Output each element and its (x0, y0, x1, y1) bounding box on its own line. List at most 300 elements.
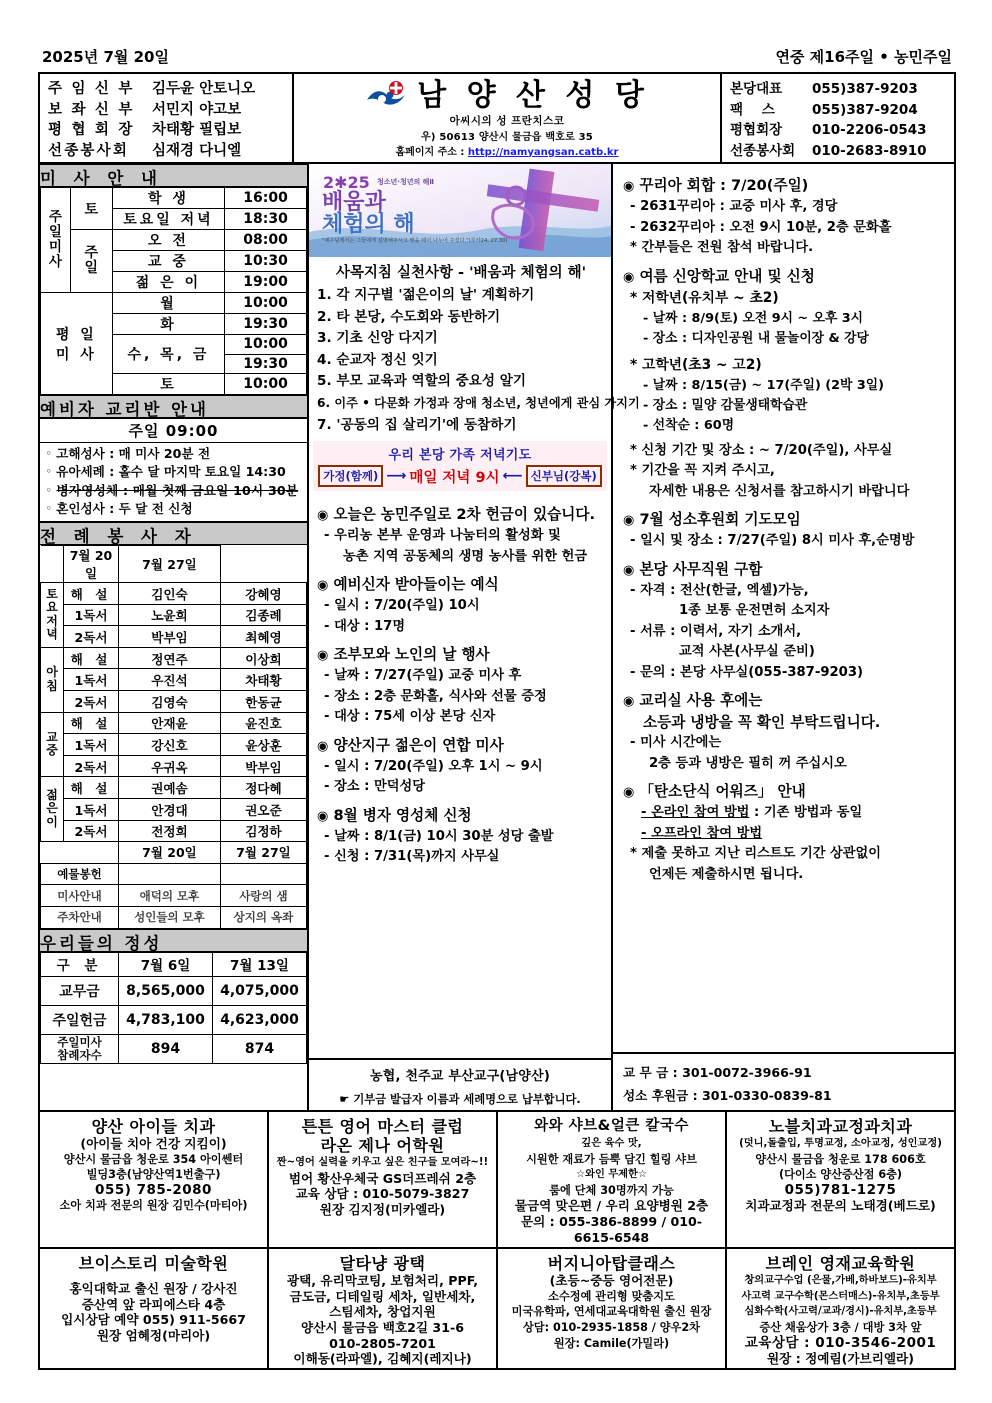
server-name: 김정하 (220, 820, 306, 842)
sacrament-notes (40, 443, 307, 522)
servers-table (40, 545, 307, 929)
ad-line: (아이들 치아 건강 지킴이) (80, 1136, 227, 1151)
ad-line: (덧니,돌출입, 투명교정, 소아교정, 성인교정) (739, 1138, 942, 1149)
announcement-line: - 선착순 : 60명 (643, 417, 735, 433)
dateline (38, 46, 956, 72)
server-name: 우귀옥 (119, 755, 221, 777)
server-role: 1독서 (64, 604, 119, 626)
extra-value: 상지의 옥좌 (220, 906, 306, 928)
pastoral-item: 2. 타 본당, 수도회와 동반하기 (317, 308, 501, 325)
summer-school-group-heading: * 저학년(유치부 ~ 초2) (630, 289, 779, 306)
announcement-line: - 날짜 : 8/9(토) 오전 9시 ~ 오후 3시 (643, 310, 864, 326)
ad-line: 스팀세차, 창업지원 (329, 1304, 436, 1320)
table-row (41, 842, 307, 864)
homepage-line (396, 143, 619, 158)
ad-line: 금도금, 디테일링 세차, 일반세차, (289, 1288, 476, 1304)
church-address: 우) 50613 양산시 물금읍 백호로 35 (421, 131, 593, 143)
middle-column (309, 164, 640, 1110)
table-row (41, 1005, 307, 1034)
mass-day: 토 (70, 188, 112, 230)
server-role: 2독서 (64, 820, 119, 842)
announcement-line: - 장소 : 2층 문화홀, 식사와 선물 증정 (324, 688, 547, 704)
server-name: 정연주 (119, 647, 221, 669)
server-name: 권예솜 (119, 777, 221, 799)
ad-title: 버지니아탑클래스 (547, 1254, 676, 1274)
server-role: 1독서 (64, 734, 119, 756)
account-line: 교 무 금 : 301-0072-3966-91 (623, 1065, 812, 1080)
server-name: 우진석 (119, 669, 221, 691)
mass-schedule-title: 미 사 안 내 (40, 164, 307, 187)
ads-row-1 (40, 1112, 954, 1249)
ad-line: 홍익대학교 출신 원장 / 강사진 (69, 1281, 238, 1297)
announcement-line: - 2632꾸리아 : 오전 9시 10분, 2층 문화홀 (630, 219, 892, 235)
server-role: 2독서 (64, 755, 119, 777)
announcement-line: - 2631꾸리아 : 교중 미사 후, 경당 (630, 199, 838, 214)
ad-line: (다이소 양산증산점 6층) (778, 1168, 903, 1182)
server-role: 2독서 (64, 690, 119, 712)
prayer-title: 우리 본당 가족 저녁기도 (388, 448, 532, 464)
svg-text:"예수님께서는 그들에게 설명해주시고 빵을 떼어 나누어: "예수님께서는 그들에게 설명해주시고 빵을 떼어 나누어 주셨다."(루카24, 27.30) (322, 238, 508, 244)
table-row (41, 906, 307, 928)
ad-phone: 문의 : 055-386-8899 / 010-6615-6548 (520, 1213, 703, 1245)
announcement-line: - 신청 : 7/31(목)까지 사무실 (324, 849, 500, 865)
bullet-circle-icon: ◉ (317, 808, 329, 824)
announcement (317, 574, 605, 637)
announcement-line: - 미사 시간에는 (630, 735, 722, 750)
server-name: 최혜영 (220, 626, 306, 648)
prayer-left-chip: 가정(함께) (318, 465, 383, 487)
mass-name: 오 전 (112, 230, 224, 251)
contact-list (722, 74, 954, 162)
mass-name: 화 (112, 314, 224, 335)
offering-value: 4,783,100 (119, 1005, 213, 1034)
server-role: 2독서 (64, 626, 119, 648)
pastoral-item: 6. 이주 • 다문화 가정과 장애 청소년, 청년에게 관심 가지기 (317, 395, 640, 410)
mass-name: 월 (112, 293, 224, 314)
catechumen-time: 주일 09:00 (40, 418, 307, 443)
offering-value: 4,623,000 (213, 1005, 307, 1034)
extra-role: 주차안내 (41, 906, 119, 928)
announcement (317, 735, 605, 798)
announcement-line: - 자격 : 전산(한글, 엑셀)가능, (630, 582, 809, 598)
mass-name: 토 (112, 374, 224, 395)
mass-name: 학 생 (112, 188, 224, 209)
announcement-heading: ◉ 오늘은 농민주일로 2차 헌금이 있습니다. (317, 506, 596, 524)
mass-day: 주 일 (70, 230, 112, 293)
extra-role: 예물봉헌 (41, 863, 119, 885)
staff-row (48, 141, 286, 162)
mass-time: 16:00 (225, 188, 307, 209)
offering-col-date-1: 7월 6일 (119, 952, 213, 976)
note-item: ◦ 고해성사 : 매 미사 20분 전 (46, 446, 211, 462)
account-line: 성소 후원금 : 301-0330-0839-81 (623, 1088, 832, 1103)
announcement-heading: ◉ 7월 성소후원회 기도모임 (623, 511, 801, 528)
ad-line: 심화수학(사고력/교과/경시)-유치부,초등부 (744, 1306, 937, 1318)
contact-label: 본당대표 (730, 81, 783, 97)
staff-name: 심재경 다니엘 (152, 142, 242, 159)
announcement-heading: ◉ 여름 신앙학교 안내 및 신청 (623, 267, 815, 285)
announcement-note: 자세한 내용은 신청서를 참고하시기 바랍니다 (649, 483, 910, 499)
table-row (41, 885, 307, 907)
pastoral-item: 3. 기초 신앙 다지기 (317, 330, 438, 347)
servers-extra-date-1: 7월 20일 (119, 842, 221, 864)
mass-group-weekday: 평 일 미 사 (41, 293, 113, 395)
pastoral-item: 5. 부모 교육과 역할의 중요성 알기 (317, 373, 526, 390)
account-numbers (613, 1052, 954, 1110)
offering-label: 교무금 (41, 976, 119, 1005)
mass-time: 19:00 (225, 272, 307, 293)
mass-time: 10:30 (225, 251, 307, 272)
prayer-time: 매일 저녁 9시 (409, 469, 500, 486)
mass-time: 10:00 (225, 335, 307, 355)
contact-value: 055)387-9203 (812, 81, 918, 97)
table-row (41, 976, 307, 1005)
server-role: 해 설 (64, 712, 119, 734)
bullet-circle-icon: ◉ (317, 578, 329, 594)
announcement-line: 2층 등과 냉방은 필히 꺼 주십시오 (649, 755, 847, 771)
contact-row (730, 141, 950, 162)
ad-title: 노블치과교정과치과 (768, 1117, 913, 1136)
announcement-line: 농촌 지역 공동체의 생명 농사를 위한 헌금 (343, 548, 588, 564)
server-name: 전정희 (119, 820, 221, 842)
server-name: 이상희 (220, 647, 306, 669)
server-name: 노윤희 (119, 604, 221, 626)
server-name: 김인숙 (119, 583, 221, 605)
server-name: 윤상훈 (220, 734, 306, 756)
main-body (38, 164, 956, 1112)
mass-time: 19:30 (225, 314, 307, 335)
offering-label: 주일미사 참례자수 (41, 1034, 119, 1063)
bullet-circle-icon: ◉ (623, 269, 635, 285)
mass-time: 19:30 (225, 354, 307, 374)
ad-phone: 교육 상담 : 010-5079-3827 (295, 1186, 470, 1202)
server-name: 강혜영 (220, 583, 306, 605)
announcement-line: - 대상 : 17명 (324, 618, 406, 634)
contact-value: 010-2683-8910 (812, 142, 927, 159)
ad-card[interactable] (40, 1249, 269, 1369)
pastoral-item: 7. '공동의 집 살리기'에 동참하기 (317, 416, 517, 433)
extra-value: 애덕의 모후 (119, 885, 221, 907)
server-role: 1독서 (64, 798, 119, 820)
table-row (41, 712, 307, 734)
bank-account-name: 농협, 천주교 부산교구(남양산) (370, 1069, 550, 1084)
contact-value: 010-2206-0543 (812, 122, 927, 138)
ad-line: 광택, 유리막코팅, 보험처리, PPF, (286, 1273, 479, 1289)
bulletin-date: 2025년 7월 20일 (42, 48, 169, 66)
ad-title: 와와 샤브&얼큰 칼국수 (534, 1118, 689, 1134)
ad-phone: 010-2805-7201 (329, 1335, 436, 1351)
table-row (41, 755, 307, 777)
server-name: 윤진호 (220, 712, 306, 734)
right-column (613, 164, 954, 1110)
pastoral-item: 1. 각 지구별 '젊은이의 날' 계획하기 (317, 287, 535, 303)
ad-card[interactable] (40, 1112, 269, 1247)
header-block (38, 72, 956, 164)
offering-col-date-2: 7월 13일 (213, 952, 307, 976)
offering-value: 4,075,000 (213, 976, 307, 1005)
ad-line: 양산시 물금읍 백호2길 31-6 (301, 1319, 464, 1335)
summer-school-group-heading: * 고학년(초3 ~ 고2) (630, 356, 762, 373)
ad-phone: 교육상담 : 010-3546-2001 (744, 1334, 937, 1351)
pastoral-items (317, 285, 640, 436)
server-role: 해 설 (64, 647, 119, 669)
note-item: ◦ 유아세례 : 홀수 달 마지막 토요일 14:30 (46, 464, 286, 480)
announcement-heading: ◉ 양산지구 젊은이 연합 미사 (317, 736, 504, 754)
church-name: 남 양 산 성 당 (417, 77, 649, 113)
announcement-heading: ◉ 교리실 사용 후에는 (623, 692, 763, 709)
bullet-circle-icon: ◉ (623, 179, 635, 194)
table-row (41, 583, 307, 605)
announcement-line: - 날짜 : 7/27(주일) 교중 미사 후 (324, 668, 522, 684)
table-row (41, 188, 307, 209)
left-column (40, 164, 309, 1110)
announcement-line: 교적 사본(사무실 준비) (679, 644, 815, 659)
contact-label: 선종봉사회 (730, 142, 796, 159)
table-row (41, 604, 307, 626)
ad-line: 이해동(라파엘), 김혜지(레지나) (293, 1351, 472, 1367)
ad-line: 소수정예 관리형 맞춤지도 (548, 1289, 675, 1303)
ad-title: 튼튼 영어 마스터 클럽 (301, 1117, 464, 1136)
pastoral-item: 4. 순교자 정신 잇기 (317, 351, 438, 368)
announcement (623, 509, 948, 552)
pastoral-section (309, 257, 640, 436)
announcement-line: - 대상 : 75세 이상 본당 신자 (324, 709, 496, 725)
ad-phone: 055) 785-2080 (95, 1181, 212, 1198)
ad-line: ☆와인 무제한☆ (575, 1169, 648, 1181)
staff-role: 주 임 신 부 (48, 81, 135, 97)
ad-line: 치과교정과 전문의 노태경(베드로) (745, 1198, 936, 1214)
ad-line: (초등~중등 영어전문) (549, 1273, 674, 1289)
summer-school-announcement (623, 266, 948, 503)
announcement-line: - 오프라인 참여 방법 (641, 825, 763, 841)
mass-time: 10:00 (225, 293, 307, 314)
ad-line: 룸에 단체 30명까지 가능 (549, 1183, 674, 1197)
extra-value: 성인들의 모후 (119, 906, 221, 928)
church-logo-icon (365, 81, 409, 111)
job-announcement (623, 559, 948, 684)
svg-text:2✱25: 2✱25 (323, 173, 370, 192)
announcement-heading: ◉ 예비신자 받아들이는 예식 (317, 576, 499, 594)
mass-name: 젊 은 이 (112, 272, 224, 293)
staff-role: 평 협 회 장 (48, 122, 135, 138)
announcement-heading: ◉ 꾸리아 회합 : 7/20(주일) (623, 177, 809, 194)
year-theme-banner (309, 164, 611, 257)
announcement-line: - 일시 : 7/20(주일) 오후 1시 ~ 9시 (324, 758, 543, 774)
right-announcements (613, 164, 954, 885)
ad-line: 증산 채움상가 3층 / 대방 3차 앞 (759, 1320, 922, 1334)
bank-note: ☛ 기부금 발급자 이름과 세례명으로 납부합니다. (339, 1093, 581, 1106)
mass-group-sunday: 주 일 미 사 (41, 188, 71, 293)
announcement-heading: ◉ 8월 병자 영성체 신청 (317, 806, 472, 824)
servers-title: 전 례 봉 사 자 (40, 522, 307, 545)
announcement-line: - 날짜 : 8/15(금) ~ 17(주일) (2박 3일) (643, 377, 884, 393)
contact-row (730, 100, 950, 121)
bullet-circle-icon: ◉ (623, 785, 635, 800)
extra-value (119, 863, 221, 885)
extra-value (220, 863, 306, 885)
ad-title-2: 라온 제나 어학원 (320, 1136, 445, 1155)
arrow-right-icon: ⟶ (386, 468, 407, 485)
evening-prayer-box (313, 441, 607, 491)
announcement-line: - 온라인 참여 방법 : 기존 방법과 동일 (641, 805, 863, 820)
ad-line: 원장: Camile(가밀라) (553, 1336, 670, 1350)
ad-line: 물금역 맞은편 / 우리 요양병원 2층 (514, 1198, 709, 1214)
ad-card[interactable] (269, 1249, 498, 1369)
bank-info (309, 1058, 611, 1110)
staff-name: 차태황 필립보 (152, 122, 242, 138)
ad-line: 증산역 앞 라피에스타 4층 (81, 1296, 226, 1312)
servers-group-main: 교 중 (41, 712, 64, 777)
ad-card[interactable] (498, 1112, 727, 1247)
staff-role: 선종봉사회 (48, 142, 130, 159)
staff-name: 김두윤 안토니오 (152, 81, 256, 97)
ad-line: 소아 치과 전문의 원장 김민수(마티아) (59, 1199, 248, 1213)
church-identity (294, 74, 722, 162)
server-name: 박부임 (220, 755, 306, 777)
server-role: 1독서 (64, 669, 119, 691)
server-role: 해 설 (64, 583, 119, 605)
ad-line: 범어 황산우체국 GS더프레쉬 2층 (288, 1170, 477, 1186)
ad-line: 원장 : 정예림(가브리엘라) (767, 1351, 914, 1367)
server-name: 안경대 (119, 798, 221, 820)
offering-value: 8,565,000 (119, 976, 213, 1005)
mid-announcements (309, 495, 611, 868)
announcement-heading: ◉ 조부모와 노인의 날 행사 (317, 646, 490, 664)
announcement-note: * 기간을 꼭 지켜 주시고, (630, 463, 775, 478)
ads-row-2 (40, 1249, 954, 1369)
bullet-circle-icon: ◉ (317, 508, 329, 524)
server-name: 김영숙 (119, 690, 221, 712)
table-row (41, 734, 307, 756)
announcement-line: - 날짜 : 8/1(금) 10시 30분 성당 출발 (324, 828, 554, 844)
ad-title: 브이스토리 미술학원 (78, 1254, 229, 1274)
staff-name: 서민지 야고보 (152, 101, 242, 118)
ad-title: 브레인 영재교육학원 (765, 1254, 916, 1274)
ad-line: 짠~영어 실력을 키우고 싶은 친구들 모여라~!! (276, 1157, 489, 1168)
servers-date-2: 7월 27일 (119, 546, 221, 583)
ad-line: 사고력 교구수학(몬스터매스)-유치부,초등부 (741, 1290, 940, 1302)
bullet-circle-icon: ◉ (317, 648, 329, 664)
server-name: 정다혜 (220, 777, 306, 799)
staff-list (40, 74, 294, 162)
ad-line: 시원한 재료가 듬뿍 담긴 힐링 샤브 (526, 1152, 697, 1166)
staff-row (48, 120, 286, 141)
liturgical-day: 연중 제16주일 • 농민주일 (775, 48, 952, 66)
note-item: ◦ 병자영성체 : 매월 첫째 금요일 10시 30분 (46, 482, 299, 498)
announcement-line: - 일시 및 장소 : 7/27(주일) 8시 미사 후,순명방 (630, 533, 915, 548)
ad-title: 달타냥 광택 (339, 1254, 426, 1274)
ad-card[interactable] (269, 1112, 498, 1247)
announcement-note: 언제든 제출하시면 됩니다. (649, 866, 804, 882)
mass-name: 수, 목, 금 (112, 335, 224, 374)
homepage-link[interactable]: http://namyangsan.catb.kr (467, 146, 619, 158)
ad-line: 양산시 물금읍 청운로 178 606호 (755, 1152, 926, 1166)
table-row (41, 647, 307, 669)
table-row (41, 626, 307, 648)
mass-name: 교 중 (112, 251, 224, 272)
table-row (41, 546, 307, 583)
server-name: 김종례 (220, 604, 306, 626)
servers-group-youth: 젊 은 이 (41, 777, 64, 842)
table-row (41, 777, 307, 799)
ad-line: 깊은 육수 맛, (581, 1138, 642, 1149)
offering-table (40, 952, 307, 1064)
contact-label: 평협회장 (730, 122, 783, 138)
announcement-line: - 장소 : 디자인공원 내 물놀이장 & 강당 (643, 330, 869, 346)
ad-card[interactable] (727, 1249, 954, 1369)
announcement (317, 644, 605, 728)
arrow-left-icon: ⟵ (502, 468, 523, 485)
offering-title: 우리들의 정성 (40, 929, 307, 952)
contact-label: 팩 스 (730, 101, 782, 118)
table-row (41, 230, 307, 251)
table-row (41, 1034, 307, 1063)
announcement-line: - 우리농 본부 운영과 나눔터의 활성화 및 (324, 528, 561, 544)
announcement (317, 504, 605, 567)
table-row (41, 293, 307, 314)
announcement-heading-2: 소등과 냉방을 꼭 확인 부탁드립니다. (643, 714, 881, 731)
contact-value: 055)387-9204 (812, 101, 918, 118)
servers-extra-date-2: 7월 27일 (220, 842, 306, 864)
table-row (41, 690, 307, 712)
ad-phone: 상담: 010-2935-1858 / 양우2차 (523, 1320, 700, 1334)
mass-time: 10:00 (225, 374, 307, 395)
server-name: 한동균 (220, 690, 306, 712)
table-row (41, 820, 307, 842)
server-name: 권오준 (220, 798, 306, 820)
ad-line: 원장 엄혜정(마리아) (96, 1327, 211, 1343)
announcement-heading: ◉ 본당 사무직원 구함 (623, 560, 763, 578)
ad-line: 양산시 물금읍 청운로 354 아이쎈터 (63, 1152, 244, 1166)
announcement-note: * 제출 못하고 지난 리스트도 기간 상관없이 (630, 846, 882, 861)
table-row (41, 798, 307, 820)
ad-phone: 055)781-1275 (784, 1181, 897, 1198)
staff-row (48, 79, 286, 100)
extra-role: 미사안내 (41, 885, 119, 907)
ad-line: 창의교구수업 (은물,가베,하바보드)-유치부 (744, 1275, 937, 1287)
classroom-announcement (623, 690, 948, 774)
announcement (623, 175, 948, 259)
announcement-line: * 간부들은 전원 참석 바랍니다. (630, 240, 814, 255)
staff-row (48, 100, 286, 121)
offering-value: 894 (119, 1034, 213, 1063)
offering-col-label: 구 분 (41, 952, 119, 976)
bullet-circle-icon: ◉ (623, 562, 635, 578)
servers-group-morning: 아 침 (41, 647, 64, 712)
ad-line: 빌딩3층(남양산역1번출구) (86, 1168, 221, 1182)
servers-group-sat: 토 요 저 녁 (41, 583, 64, 648)
ad-card[interactable] (727, 1112, 954, 1247)
announcement-line: - 문의 : 본당 사무실(055-387-9203) (630, 664, 864, 680)
ad-line: 미국유학파, 연세대교육대학원 출신 원장 (511, 1305, 712, 1319)
server-name: 박부임 (119, 626, 221, 648)
ad-phone: 입시상담 예약 055) 911-5667 (61, 1312, 246, 1328)
bullet-circle-icon: ◉ (317, 738, 329, 754)
svg-text:배움과: 배움과 (322, 190, 386, 215)
mass-time: 08:00 (225, 230, 307, 251)
table-row (41, 863, 307, 885)
advertisement-block (38, 1112, 956, 1370)
ad-title: 양산 아이들 치과 (91, 1117, 216, 1136)
mass-time: 18:30 (225, 209, 307, 230)
server-role: 해 설 (64, 777, 119, 799)
pastoral-title: 사목지침 실천사항 - '배움과 체험의 해' (335, 265, 587, 281)
server-name: 안재윤 (119, 712, 221, 734)
announcement-line: - 장소 : 만덕성당 (324, 779, 425, 795)
servers-date-1: 7월 20일 (64, 546, 119, 583)
announcement-line: - 서류 : 이력서, 자기 소개서, (630, 623, 802, 639)
ad-card[interactable] (498, 1249, 727, 1369)
